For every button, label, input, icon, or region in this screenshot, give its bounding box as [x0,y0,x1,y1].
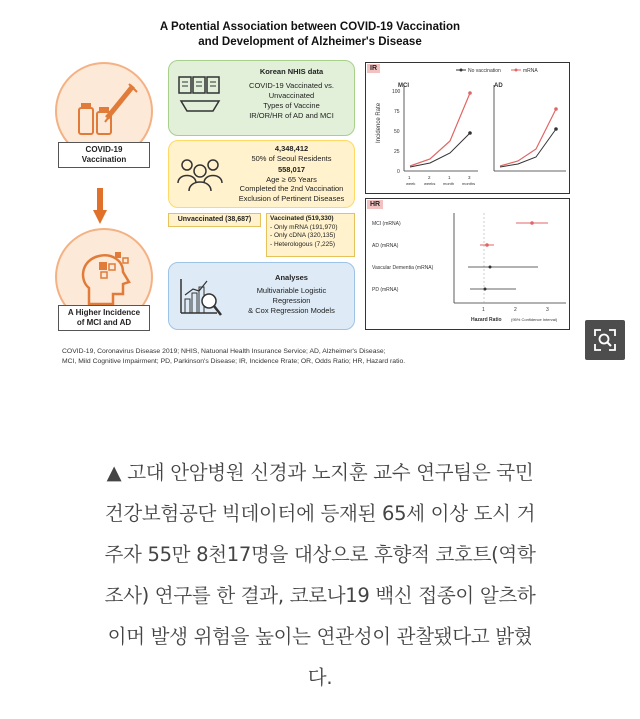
caption-line6: 다. [307,666,333,689]
hr-forest-plot [366,199,571,331]
data-source-box [168,60,355,136]
ir-mci-title: MCI [398,83,409,89]
caption-line1: ▲ 고대 안암병원 신경과 노지훈 교수 연구팀은 국민 [106,461,534,484]
hr-vd-point [489,266,492,269]
data-source-line1: COVID-19 Vaccinated vs. [249,81,334,90]
population-line2: Age ≥ 65 Years [266,174,317,184]
hr-row-label: AD (mRNA) [372,243,399,249]
data-source-line3: Types of Vaccine [263,101,320,110]
ir-ad-novax-point [554,127,558,131]
ir-xtick-sub: month [443,181,455,186]
vaccinated-item-cdna: - Only cDNA (320,135) [270,232,336,239]
population-line4: Exclusion of Pertinent Diseases [238,193,345,203]
ir-panel-tag: IR [367,64,380,73]
ir-xtick-sub: months [462,181,476,186]
vaccine-syringe-icon [71,78,141,148]
analyses-line3: & Cox Regression Models [248,306,335,315]
caption-line2: 건강보험공단 빅데이터에 등재된 65세 이상 도시 거 [104,502,536,525]
vaccinated-item-hetero: - Heterologous (7,225) [270,240,336,248]
population-box [168,140,355,208]
head-puzzle-icon [71,244,141,314]
hr-mci-point [530,221,534,225]
image-caption [20,452,620,698]
caption-line5: 이머 발생 위험을 높이는 연관성이 관찰됐다고 밝혔 [107,625,533,648]
population-line3: Completed the 2nd Vaccination [239,184,344,193]
figure-title-line2: and Development of Alzheimer's Disease [198,36,422,48]
outcome-label [58,305,150,331]
hr-row-label: MCI (mRNA) [372,221,401,227]
ir-mci-mrna-point [468,91,472,95]
down-arrow-icon [93,188,107,226]
population-line1: 50% of Seoul Residents [251,153,332,163]
ir-mci-novax-point [468,131,472,135]
hr-ad-point [485,243,489,247]
database-documents-icon [177,75,223,115]
incidence-rate-panel [365,62,570,194]
ir-ytick: 100 [392,89,401,95]
analyses-line2: Regression [272,296,311,305]
hr-row-label: Vascular Dementia (mRNA) [372,265,434,271]
ir-ylabel: Incidence Rate [376,102,382,143]
ir-xtick: 1 [408,175,411,180]
data-source-line2: Unvaccinated [268,91,315,100]
ir-xtick: 1 [448,175,451,180]
ir-ad-mrna-point [554,107,558,111]
analyses-line1: Multivariable Logistic [256,286,327,295]
vaccinated-item-mrna: - Only mRNA (191,970) [270,223,338,231]
outcome-label-line1: A Higher Incidence [67,308,141,317]
zoom-image-button[interactable] [585,320,625,360]
hazard-ratio-panel [365,198,570,330]
hr-xlabel-sub: (95% Confidence Interval) [511,317,558,322]
zoom-expand-icon [593,328,617,352]
hr-row-label: PD (mRNA) [372,287,399,293]
ir-ytick: 25 [394,149,400,155]
vaccination-label-line1: COVID-19 [85,145,123,154]
ir-line-charts [366,63,571,195]
figure-title [120,20,500,50]
data-source-line4: IR/OR/HR of AD and MCI [249,111,334,120]
ir-xtick-sub: week [406,181,416,186]
hr-panel-tag: HR [367,200,383,209]
hr-xtick: 3 [546,307,549,313]
ir-xtick-sub: weeks [424,181,436,186]
ir-ytick: 75 [394,109,400,115]
analyses-box [168,262,355,330]
abbreviations-line1: COVID-19, Coronavirus Disease 2019; NHIS, Natuonal Health Insurance Service; AD, Alzheimer's Disease; [62,348,386,355]
figure-title-line1: A Potential Association between COVID-19 Vaccination [159,21,461,33]
analyses-heading: Analyses [275,273,308,282]
caption-line3: 주자 55만 8천17명을 대상으로 후향적 코호트(역학 [104,543,536,566]
hr-xtick: 1 [482,307,485,313]
vaccination-label [58,142,150,168]
ir-legend-mrna: mRNA [523,68,538,74]
ir-ytick: 50 [394,129,400,135]
vaccination-label-line2: Vaccination [81,155,127,164]
vaccinated-heading: Vaccinated (519,330) [270,215,334,222]
ir-ad-title: AD [494,83,503,89]
chart-magnifier-icon [177,275,225,319]
vaccinated-group [266,213,355,257]
data-source-heading: Korean NHIS data [259,67,324,76]
population-count-total: 4,348,412 [274,144,309,153]
abbreviations-line2: MCI, Mild Cognitive Impairment; PD, Parkinson's Disease; IR, Incidence Rrate; OR, Odds Ratio; HR, Hazard ratio. [62,358,406,365]
hr-pd-point [484,288,487,291]
ir-xtick: 3 [468,175,471,180]
figure-abbreviations [62,347,562,367]
ir-legend-no: No vaccination [468,68,501,74]
ir-ytick: 0 [397,169,400,175]
ir-xtick: 2 [428,175,431,180]
unvaccinated-label: Unvaccinated (38,687) [168,213,261,227]
people-group-icon [175,157,225,193]
outcome-label-line2: of MCI and AD [76,318,132,327]
population-count-cohort: 558,017 [277,165,306,174]
hr-xtick: 2 [514,307,517,313]
hr-xlabel: Hazard Ratio [471,317,502,323]
caption-line4: 조사) 연구를 한 결과, 코로나19 백신 접종이 알츠하 [104,584,536,607]
